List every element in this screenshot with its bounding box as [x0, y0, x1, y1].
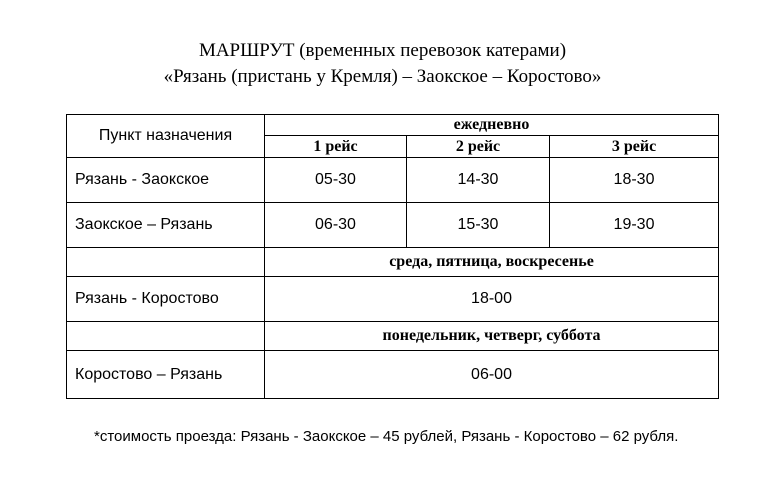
time-cell: 19-30	[550, 203, 719, 248]
route-label: Рязань - Заокское	[67, 158, 265, 203]
title-line-2: «Рязань (пристань у Кремля) – Заокское – Коростово»	[163, 66, 602, 87]
time-cell: 14-30	[407, 158, 550, 203]
time-cell: 05-30	[265, 158, 407, 203]
schedule-table	[66, 114, 719, 399]
trip-header-2: 2 рейс	[407, 136, 550, 158]
table-row	[67, 277, 719, 322]
daily-header: ежедневно	[265, 115, 719, 136]
trip-header-3: 3 рейс	[550, 136, 719, 158]
table-row	[67, 351, 719, 399]
destination-header: Пункт назначения	[67, 115, 265, 158]
route-label: Коростово – Рязань	[67, 351, 265, 399]
time-cell: 18-30	[550, 158, 719, 203]
empty-cell	[67, 322, 265, 351]
table-row	[67, 203, 719, 248]
time-cell: 15-30	[407, 203, 550, 248]
table-header-row	[67, 115, 719, 136]
section-header-row	[67, 322, 719, 351]
route-label: Рязань - Коростово	[67, 277, 265, 322]
trip-header-1: 1 рейс	[265, 136, 407, 158]
route-label: Заокское – Рязань	[67, 203, 265, 248]
time-cell: 06-00	[265, 351, 719, 399]
time-cell: 18-00	[265, 277, 719, 322]
table-row	[67, 158, 719, 203]
empty-cell	[67, 248, 265, 277]
price-note: *стоимость проезда: Рязань - Заокское – 45 рублей, Рязань - Коростово – 62 рубля.	[94, 428, 679, 445]
days-wed-fri-sun: среда, пятница, воскресенье	[265, 248, 719, 277]
time-cell: 06-30	[265, 203, 407, 248]
section-header-row	[67, 248, 719, 277]
title-line-1: МАРШРУТ (временных перевозок катерами)	[198, 40, 567, 61]
days-mon-thu-sat: понедельник, четверг, суббота	[265, 322, 719, 351]
